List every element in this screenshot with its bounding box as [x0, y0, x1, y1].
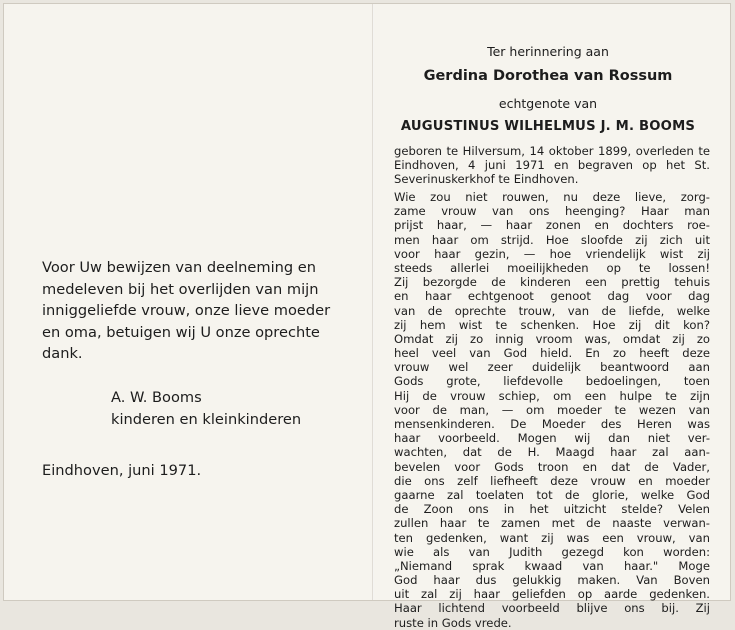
- tribute-line: gaarne zal toelaten tot de glorie, welke God: [394, 487, 710, 502]
- tribute-line: zullen haar te zamen met de naaste verwan-: [394, 516, 710, 531]
- signature-name: A. W. Booms: [111, 388, 202, 406]
- tribute-line: steeds allerlei moeilijkheden op te lossen!: [394, 260, 710, 275]
- tribute-line: wie als van Judith gezegd kon worden:: [394, 544, 710, 559]
- tribute-line: uit zal zij haar geliefden op aarde gedenken.: [394, 587, 710, 602]
- memorial-card: [3, 3, 731, 630]
- tribute-line: bevelen voor Gods troon en dat de Vader,: [394, 459, 710, 474]
- tribute-line: ten gedenken, want zij was een vrouw, van: [394, 530, 710, 545]
- tribute-line: Zij bezorgde de kinderen een prettig tehuis: [394, 275, 710, 290]
- left-panel: [42, 257, 352, 482]
- tribute-line: Wie zou niet rouwen, nu deze lieve, zorg-: [394, 190, 710, 204]
- memorial-intro: Ter herinnering aan: [487, 44, 609, 59]
- spouse-name: AUGUSTINUS WILHELMUS J. M. BOOMS: [400, 119, 696, 134]
- tribute-line: die ons zelf liefheeft deze vrouw en moeder: [394, 473, 710, 488]
- biography-text: geboren te Hilversum, 14 oktober 1899, overleden te Eindhoven, 4 juni 1971 en begraven op het St. Severinuskerkhof te Eindhoven.: [394, 144, 710, 187]
- tribute-line: zij hem wist te schenken. Hoe zij dit kon?: [394, 317, 710, 332]
- tribute-line: „Niemand sprak kwaad van haar." Moge: [394, 558, 710, 573]
- tribute-line: prijst haar, — haar zonen en dochters roe-: [394, 218, 710, 233]
- tribute-line: ruste in Gods vrede.: [394, 615, 512, 630]
- tribute-line: van de oprechte trouw, van de liefde, welke: [394, 303, 710, 318]
- signature-block: [111, 387, 352, 431]
- signature-family: kinderen en kleinkinderen: [111, 410, 302, 428]
- tribute-text: [394, 190, 710, 630]
- tribute-line: God haar dus gelukkig maken. Van Boven: [394, 573, 710, 588]
- thanks-message: Voor Uw bewijzen van deelneming en medeleven bij het overlijden van mijn inniggeliefde vrouw, onze lieve moeder en oma, betuigen wij U onze oprechte dank.: [42, 259, 331, 363]
- spouse-intro: echtgenote van: [498, 96, 598, 111]
- deceased-name: Gerdina Dorothea van Rossum: [423, 68, 673, 84]
- tribute-line: heel veel van God hield. En zo heeft deze: [394, 346, 710, 361]
- tribute-line: Hij de vrouw schiep, om een hulpe te zijn: [394, 388, 710, 403]
- tribute-line: haar voorbeeld. Mogen wij dan niet ver-: [394, 431, 710, 446]
- tribute-line: vrouw wel zeer duidelijk beantwoord aan: [394, 360, 710, 375]
- tribute-line: mensenkinderen. De Moeder des Heren was: [394, 417, 710, 431]
- card-fold-line: [372, 4, 374, 600]
- tribute-line: voor de man, — om moeder te wezen van: [394, 402, 710, 417]
- tribute-line: Haar lichtend voorbeeld blijve ons bij. Zij: [394, 601, 710, 616]
- place-date: Eindhoven, juni 1971.: [42, 461, 202, 479]
- tribute-line: en haar echtgenoot genoot dag voor dag: [394, 289, 710, 304]
- tribute-line: Omdat zij zo innig vroom was, omdat zij zo: [394, 331, 710, 346]
- tribute-line: wachten, dat de H. Maagd haar zal aan-: [394, 445, 710, 460]
- tribute-line: men haar om strijd. Hoe sloofde zij zich uit: [394, 232, 710, 247]
- tribute-line: Gods grote, liefdevolle bedoelingen, toen: [394, 374, 710, 389]
- tribute-line: voor haar gezin, — hoe vriendelijk wist zij: [394, 246, 710, 261]
- tribute-line: zame vrouw van ons heenging? Haar man: [394, 204, 710, 219]
- tribute-line: de Zoon ons in het uitzicht stelde? Velen: [394, 502, 710, 517]
